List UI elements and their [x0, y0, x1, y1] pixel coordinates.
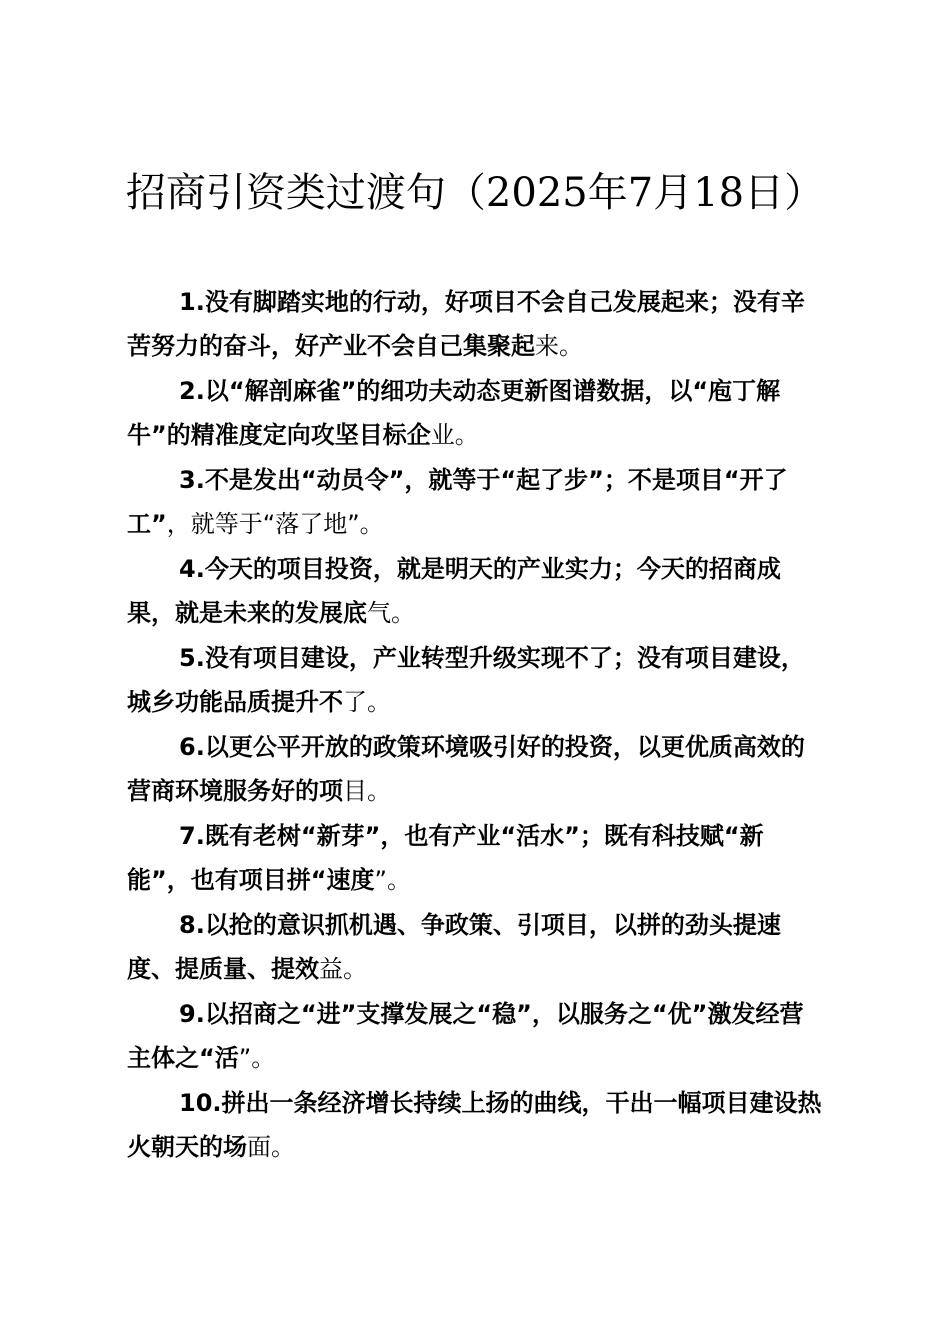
paragraph-tail: 业。: [430, 421, 479, 449]
paragraph-item: [127, 814, 827, 902]
paragraph-tail: ，就等于“落了地”。: [166, 510, 384, 538]
document-title: 招商引资类过渡句（2025年7月18日）: [125, 170, 825, 216]
paragraph-item: [127, 903, 827, 991]
paragraph-item: [127, 1081, 827, 1169]
paragraph-text: 4.今天的项目投资，就是明天的产业实力；今天的招商成果，就是未来的发展底: [127, 555, 781, 627]
paragraph-text: 1.没有脚踏实地的行动，好项目不会自己发展起来；没有辛苦努力的奋斗，好产业不会自己集聚起: [127, 288, 805, 360]
paragraph-text: 8.以抢的意识抓机遇、争政策、引项目，以拼的劲头提速度、提质量、提效: [127, 911, 781, 983]
paragraph-text: 7.既有老树“新芽”，也有产业“活水”；既有科技赋“新能”，也有项目拼“速度: [127, 822, 764, 894]
paragraph-tail: 面。: [247, 1133, 295, 1161]
paragraph-tail: 了。: [343, 688, 391, 716]
paragraph-text: 3.不是发出“动员令”，就等于“起了步”；不是项目“开了工”: [127, 466, 788, 538]
paragraph-text: 9.以招商之“进”支撑发展之“稳”，以服务之“优”激发经营主体之“活: [127, 1000, 804, 1072]
paragraph-tail: ”。: [238, 1044, 276, 1072]
paragraph-tail: ”。: [374, 866, 411, 894]
paragraph-item: [127, 369, 827, 457]
paragraph-text: 6.以更公平开放的政策环境吸引好的投资，以更优质高效的营商环境服务好的项: [127, 733, 805, 805]
paragraph-tail: 气。: [367, 599, 415, 627]
paragraph-item: [127, 725, 827, 813]
document-body: [127, 280, 827, 1170]
paragraph-item: [127, 636, 827, 724]
paragraph-item: [127, 458, 827, 546]
paragraph-tail: 目。: [343, 777, 391, 805]
paragraph-item: [127, 547, 827, 635]
paragraph-item: [127, 992, 827, 1080]
paragraph-text: 5.没有项目建设，产业转型升级实现不了；没有项目建设，城乡功能品质提升不: [127, 644, 805, 716]
paragraph-tail: 来。: [535, 332, 583, 360]
paragraph-text: 2.以“解剖麻雀”的细功夫动态更新图谱数据，以“庖丁解牛”的精准度定向攻坚目标企: [127, 377, 781, 449]
paragraph-tail: 益。: [319, 955, 367, 983]
paragraph-text: 10.拼出一条经济增长持续上扬的曲线，干出一幅项目建设热火朝天的场: [127, 1089, 822, 1161]
paragraph-item: [127, 280, 827, 368]
